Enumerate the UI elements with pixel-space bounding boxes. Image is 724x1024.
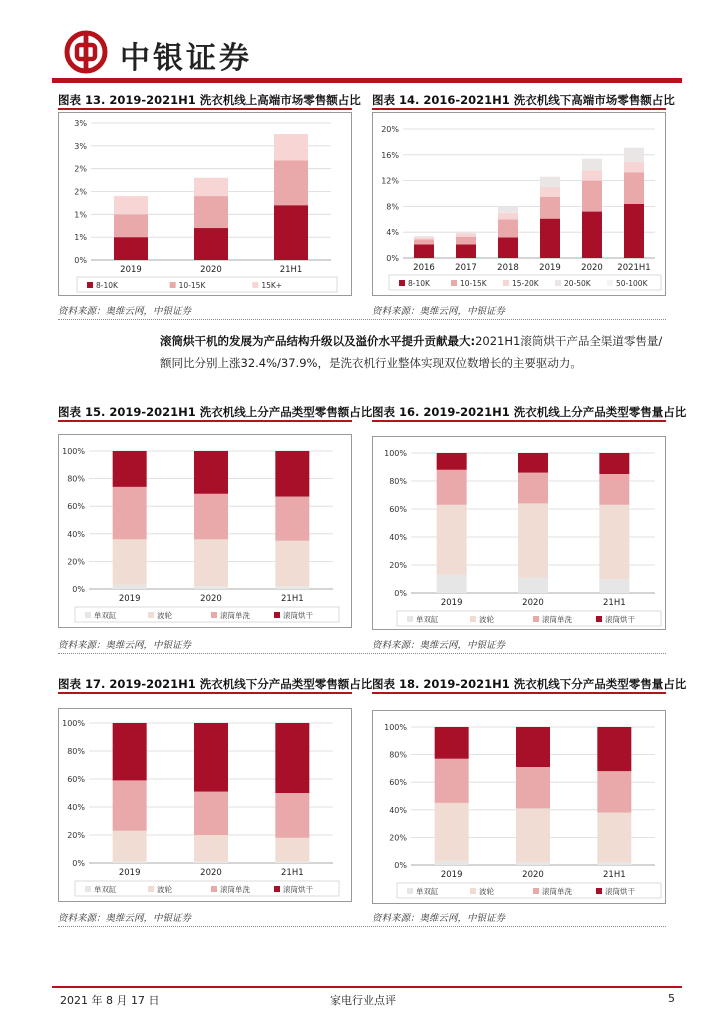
y-tick-label: 0% [72,859,85,868]
y-tick-label: 3% [74,141,87,151]
legend-label: 滚筒烘干 [283,611,313,620]
legend-label: 8-10K [408,279,430,288]
legend-label: 滚筒单洗 [542,887,572,896]
legend-label: 50-100K [616,279,648,288]
legend-swatch [399,280,405,286]
y-tick-label: 0% [394,861,407,870]
chart-2-svg [59,435,351,627]
company-name: 中银证券 [120,41,252,76]
bar-segment [113,585,147,589]
page-number: 5 [668,992,675,1005]
x-tick-label: 2020 [522,598,544,608]
legend-label: 滚筒单洗 [220,885,250,894]
legend-label: 单双缸 [416,887,439,896]
x-tick-label: 21H1 [603,870,626,880]
figure-18-source: 资料来源：奥维云网，中银证券 [372,913,506,924]
bar-segment [194,228,228,260]
bar-segment [114,196,148,214]
bar-segment [275,862,309,863]
bar-segment [597,771,631,812]
y-tick-label: 0% [74,256,87,265]
bar-segment [582,181,602,212]
footer-date: 2021 年 8 月 17 日 [60,994,160,1007]
bar-segment [599,505,629,579]
bar-segment [114,237,148,260]
bar-segment [113,539,147,585]
legend-label: 单双缸 [416,615,439,624]
legend-label: 20-50K [564,279,591,288]
legend-swatch [555,280,561,286]
legend-label: 滚筒烘干 [605,615,635,624]
x-tick-label: 2019 [120,265,142,275]
legend-swatch [596,888,602,894]
y-tick-label: 2% [74,187,87,197]
x-tick-label: 21H1 [603,598,626,608]
bar-segment [624,148,644,162]
figure-16-chart [372,436,666,630]
legend-label: 波轮 [157,611,172,620]
bar-segment [113,451,147,487]
legend-label: 滚筒单洗 [220,611,250,620]
bar-segment [498,219,518,237]
figure-18-title: 图表 18. 2019-2021H1 洗衣机线下分产品类型零售量占比 [372,677,687,691]
legend-swatch [170,282,176,288]
y-tick-label: 40% [389,805,407,815]
y-tick-label: 60% [389,778,407,788]
y-tick-label: 100% [62,447,85,456]
legend-swatch [503,280,509,286]
legend-swatch [274,612,280,618]
bar-segment [414,239,434,244]
bar-segment [518,503,548,577]
y-tick-label: 100% [384,723,407,732]
source-divider-3 [58,926,666,927]
bar-segment [274,160,308,205]
bar-segment [274,205,308,260]
chart-5-svg [373,711,665,903]
legend-swatch [407,888,413,894]
legend-label: 滚筒烘干 [283,885,313,894]
chart-0-svg [59,113,351,295]
y-tick-label: 80% [389,750,407,760]
x-tick-label: 2019 [118,868,141,878]
y-tick-label: 20% [67,831,85,840]
bar-segment [516,767,550,808]
bar-segment [274,134,308,160]
chart-4-svg [59,709,351,901]
y-tick-label: 16% [381,150,399,160]
bar-segment [275,586,309,589]
figure-14-chart [372,112,666,296]
bar-segment [194,723,228,792]
legend-label: 单双缸 [94,611,117,620]
legend-swatch [407,616,413,622]
bar-segment [582,212,602,258]
figure-13-chart [58,112,352,296]
legend-label: 15-20K [512,279,539,288]
x-tick-label: 21H1 [279,265,303,275]
bar-segment [437,505,467,575]
legend-swatch [211,612,217,618]
y-tick-label: 80% [67,747,85,756]
figure-15-source: 资料来源：奥维云网，中银证券 [58,640,192,651]
bar-segment [275,793,309,838]
footer-divider [52,986,682,988]
bar-segment [582,170,602,180]
bar-segment [194,494,228,540]
legend-label: 10-15K [178,281,206,290]
bar-segment [194,792,228,835]
y-tick-label: 20% [389,561,407,570]
bar-segment [599,453,629,474]
y-tick-label: 12% [381,176,399,186]
x-tick-label: 2019 [118,594,141,604]
y-tick-label: 100% [62,719,85,728]
figure-14-title: 图表 14. 2016-2021H1 洗衣机线下高端市场零售额占比 [372,93,675,107]
chart-1-svg [373,113,665,295]
bar-segment [113,780,147,830]
figure-14-title-line [372,108,666,110]
legend-swatch [470,616,476,622]
figure-16-title-line [372,420,666,422]
chart-3-svg [373,437,665,629]
y-tick-label: 40% [67,803,85,812]
legend-swatch [85,612,91,618]
paragraph-lead: 滚筒烘干机的发展为产品结构升级以及溢价水平提升贡献最大: [160,334,476,348]
x-tick-label: 2021H1 [617,263,651,273]
y-tick-label: 1% [74,210,87,220]
bar-segment [540,177,560,187]
bar-segment [597,727,631,771]
figure-17-title: 图表 17. 2019-2021H1 洗衣机线下分产品类型零售额占比 [58,677,373,691]
x-tick-label: 2017 [455,263,477,273]
bar-segment [624,162,644,172]
bar-segment [498,207,518,213]
legend-swatch [87,282,93,288]
legend-label: 滚筒烘干 [605,887,635,896]
bar-segment [275,497,309,541]
header-divider [52,78,682,83]
figure-17-title-line [58,692,352,694]
y-tick-label: 20% [67,557,85,567]
bar-segment [194,451,228,494]
bar-segment [194,862,228,863]
bar-segment [414,244,434,258]
bar-segment [113,723,147,780]
footer-category: 家电行业点评 [330,994,396,1007]
bar-segment [194,586,228,589]
legend-label: 波轮 [479,615,494,624]
legend-swatch [470,888,476,894]
x-tick-label: 2019 [440,870,463,880]
y-tick-label: 40% [67,529,85,539]
bar-segment [113,487,147,539]
bar-segment [275,541,309,587]
figure-16-source: 资料来源：奥维云网，中银证券 [372,640,506,651]
bar-segment [275,451,309,497]
bar-segment [414,237,434,239]
legend-swatch [274,886,280,892]
legend-label: 15K+ [261,281,283,290]
bar-segment [456,232,476,234]
figure-16-title: 图表 16. 2019-2021H1 洗衣机线上分产品类型零售量占比 [372,405,687,419]
bar-segment [435,861,469,865]
x-tick-label: 2020 [522,870,544,880]
bar-segment [275,723,309,793]
figure-17-chart [58,708,352,902]
bar-segment [275,838,309,862]
bar-segment [597,813,631,863]
figure-15-title: 图表 15. 2019-2021H1 洗衣机线上分产品类型零售额占比 [58,405,373,419]
bar-segment [435,727,469,759]
legend-swatch [533,888,539,894]
legend-swatch [533,616,539,622]
y-tick-label: 1% [74,233,87,243]
legend-label: 8-10K [96,281,118,290]
y-tick-label: 0% [386,254,399,263]
analysis-paragraph [160,330,680,374]
figure-18-chart [372,710,666,904]
legend-swatch [607,280,613,286]
bar-segment [414,236,434,237]
y-tick-label: 8% [386,202,399,212]
y-tick-label: 100% [384,449,407,458]
bar-segment [599,474,629,505]
y-tick-label: 0% [72,585,85,594]
x-tick-label: 2020 [581,263,603,273]
figure-13-title: 图表 13. 2019-2021H1 洗衣机线上高端市场零售额占比 [58,93,361,107]
bar-segment [518,578,548,593]
legend-swatch [85,886,91,892]
figure-15-chart [58,434,352,628]
paragraph-line2: 额同比分别上涨32.4%/37.9%，是洗衣机行业整体实现双位数增长的主要驱动力。 [160,356,582,370]
x-tick-label: 21H1 [281,868,304,878]
bar-segment [194,196,228,228]
legend-swatch [451,280,457,286]
legend-swatch [148,612,154,618]
x-tick-label: 2018 [497,263,519,273]
y-tick-label: 3% [74,119,87,128]
bar-segment [540,187,560,197]
figure-15-title-line [58,420,352,422]
bar-segment [624,204,644,258]
y-tick-label: 4% [386,228,399,238]
bar-segment [194,835,228,862]
y-tick-label: 20% [389,833,407,843]
bank-of-china-logo-icon [64,30,108,74]
y-tick-label: 20% [381,125,399,134]
y-tick-label: 0% [394,589,407,598]
source-divider-2 [58,653,666,654]
bar-segment [597,862,631,865]
x-tick-label: 2019 [440,598,463,608]
bar-segment [435,803,469,861]
legend-label: 单双缸 [94,885,117,894]
x-tick-label: 21H1 [281,594,304,604]
legend-swatch [252,282,258,288]
bar-segment [599,579,629,593]
bar-segment [113,831,147,862]
bar-segment [194,178,228,196]
legend-label: 10-15K [460,279,487,288]
figure-18-title-line [372,692,666,694]
bar-segment [437,575,467,593]
figure-14-source: 资料来源：奥维云网，中银证券 [372,306,506,317]
bar-segment [437,470,467,505]
legend-swatch [211,886,217,892]
bar-segment [113,862,147,863]
y-tick-label: 60% [389,505,407,514]
legend-swatch [596,616,602,622]
legend-swatch [148,886,154,892]
bar-segment [456,233,476,236]
x-tick-label: 2020 [200,594,222,604]
y-tick-label: 80% [67,474,85,484]
bar-segment [540,197,560,219]
bar-segment [540,219,560,258]
bar-segment [194,539,228,586]
bar-segment [518,473,548,504]
y-tick-label: 80% [389,477,407,486]
figure-17-source: 资料来源：奥维云网，中银证券 [58,913,192,924]
bar-segment [582,159,602,171]
y-tick-label: 60% [67,502,85,512]
bar-segment [516,862,550,865]
x-tick-label: 2019 [539,263,561,273]
legend-label: 波轮 [479,887,494,896]
bar-segment [516,727,550,767]
bar-segment [437,453,467,470]
y-tick-label: 2% [74,164,87,174]
bar-segment [114,214,148,237]
x-tick-label: 2016 [413,263,435,273]
brand-logo [64,30,108,74]
legend-label: 波轮 [157,885,172,894]
bar-segment [498,213,518,219]
bar-segment [518,453,548,473]
bar-segment [516,808,550,862]
y-tick-label: 40% [389,533,407,542]
bar-segment [498,237,518,258]
bar-segment [456,244,476,258]
figure-13-title-line [58,108,352,110]
bar-segment [435,759,469,803]
legend-label: 滚筒单洗 [542,615,572,624]
bar-segment [624,172,644,204]
source-divider [58,319,666,320]
x-tick-label: 2020 [200,265,222,275]
x-tick-label: 2020 [200,868,222,878]
bar-segment [456,237,476,245]
y-tick-label: 60% [67,775,85,784]
paragraph-line1: 2021H1滚筒烘干产品全渠道零售量/ [475,334,663,348]
figure-13-source: 资料来源：奥维云网，中银证券 [58,306,192,317]
